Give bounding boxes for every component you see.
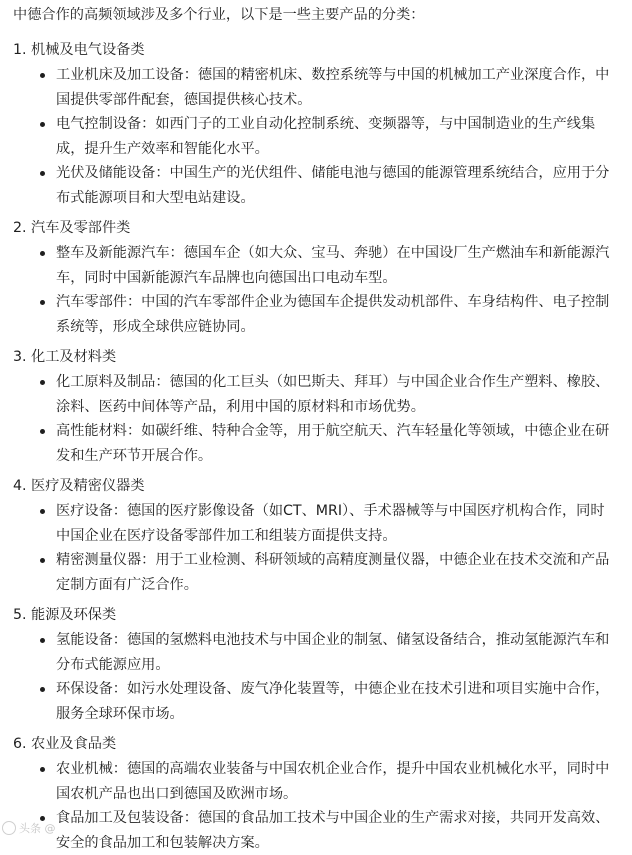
list-item: 氢能设备：德国的氢燃料电池技术与中国企业的制氢、储氢设备结合，推动氢能源汽车和分布式能源应用。 bbox=[40, 628, 618, 677]
section-title: 1. 机械及电气设备类 bbox=[13, 42, 145, 58]
item-list bbox=[40, 628, 618, 726]
list-item: 电气控制设备：如西门子的工业自动化控制系统、变频器等，与中国制造业的生产线集成，提升生产效率和智能化水平。 bbox=[40, 112, 618, 161]
section-energy bbox=[13, 603, 618, 726]
section-chemicals bbox=[13, 345, 618, 468]
section-title: 2. 汽车及零部件类 bbox=[13, 220, 131, 236]
list-item: 化工原料及制品：德国的化工巨头（如巴斯夫、拜耳）与中国企业合作生产塑料、橡胶、涂料、医药中间体等产品，利用中国的原材料和市场优势。 bbox=[40, 370, 618, 419]
list-item: 工业机床及加工设备：德国的精密机床、数控系统等与中国的机械加工产业深度合作，中国提供零部件配套，德国提供核心技术。 bbox=[40, 63, 618, 112]
item-list bbox=[40, 370, 618, 468]
section-title: 6. 农业及食品类 bbox=[13, 736, 117, 752]
list-item: 精密测量仪器：用于工业检测、科研领域的高精度测量仪器，中德企业在技术交流和产品定制方面有广泛合作。 bbox=[40, 548, 618, 597]
item-list bbox=[40, 499, 618, 597]
list-item: 食品加工及包装设备：德国的食品加工技术与中国企业的生产需求对接，共同开发高效、安全的食品加工和包装解决方案。 bbox=[40, 806, 618, 855]
watermark-logo-icon bbox=[2, 821, 16, 835]
section-agriculture bbox=[13, 732, 618, 855]
list-item: 环保设备：如污水处理设备、废气净化装置等，中德企业在技术引进和项目实施中合作，服务全球环保市场。 bbox=[40, 677, 618, 726]
intro-paragraph: 中德合作的高频领域涉及多个行业，以下是一些主要产品的分类： bbox=[13, 7, 425, 23]
section-machinery bbox=[13, 38, 618, 210]
watermark-text: 头条 @ bbox=[19, 822, 56, 835]
item-list bbox=[40, 757, 618, 855]
watermark bbox=[2, 820, 56, 836]
item-list bbox=[40, 241, 618, 339]
list-item: 汽车零部件：中国的汽车零部件企业为德国车企提供发动机部件、车身结构件、电子控制系统等，形成全球供应链协同。 bbox=[40, 290, 618, 339]
list-item: 光伏及储能设备：中国生产的光伏组件、储能电池与德国的能源管理系统结合，应用于分布式能源项目和大型电站建设。 bbox=[40, 161, 618, 210]
section-automotive bbox=[13, 216, 618, 339]
section-medical bbox=[13, 474, 618, 597]
section-title: 5. 能源及环保类 bbox=[13, 607, 117, 623]
list-item: 农业机械：德国的高端农业装备与中国农机企业合作，提升中国农业机械化水平，同时中国农机产品也出口到德国及欧洲市场。 bbox=[40, 757, 618, 806]
list-item: 整车及新能源汽车：德国车企（如大众、宝马、奔驰）在中国设厂生产燃油车和新能源汽车，同时中国新能源汽车品牌也向德国出口电动车型。 bbox=[40, 241, 618, 290]
list-item: 高性能材料：如碳纤维、特种合金等，用于航空航天、汽车轻量化等领域，中德企业在研发和生产环节开展合作。 bbox=[40, 419, 618, 468]
section-title: 4. 医疗及精密仪器类 bbox=[13, 478, 145, 494]
section-title: 3. 化工及材料类 bbox=[13, 349, 117, 365]
list-item: 医疗设备：德国的医疗影像设备（如CT、MRI）、手术器械等与中国医疗机构合作，同时中国企业在医疗设备零部件加工和组装方面提供支持。 bbox=[40, 499, 618, 548]
item-list bbox=[40, 63, 618, 210]
